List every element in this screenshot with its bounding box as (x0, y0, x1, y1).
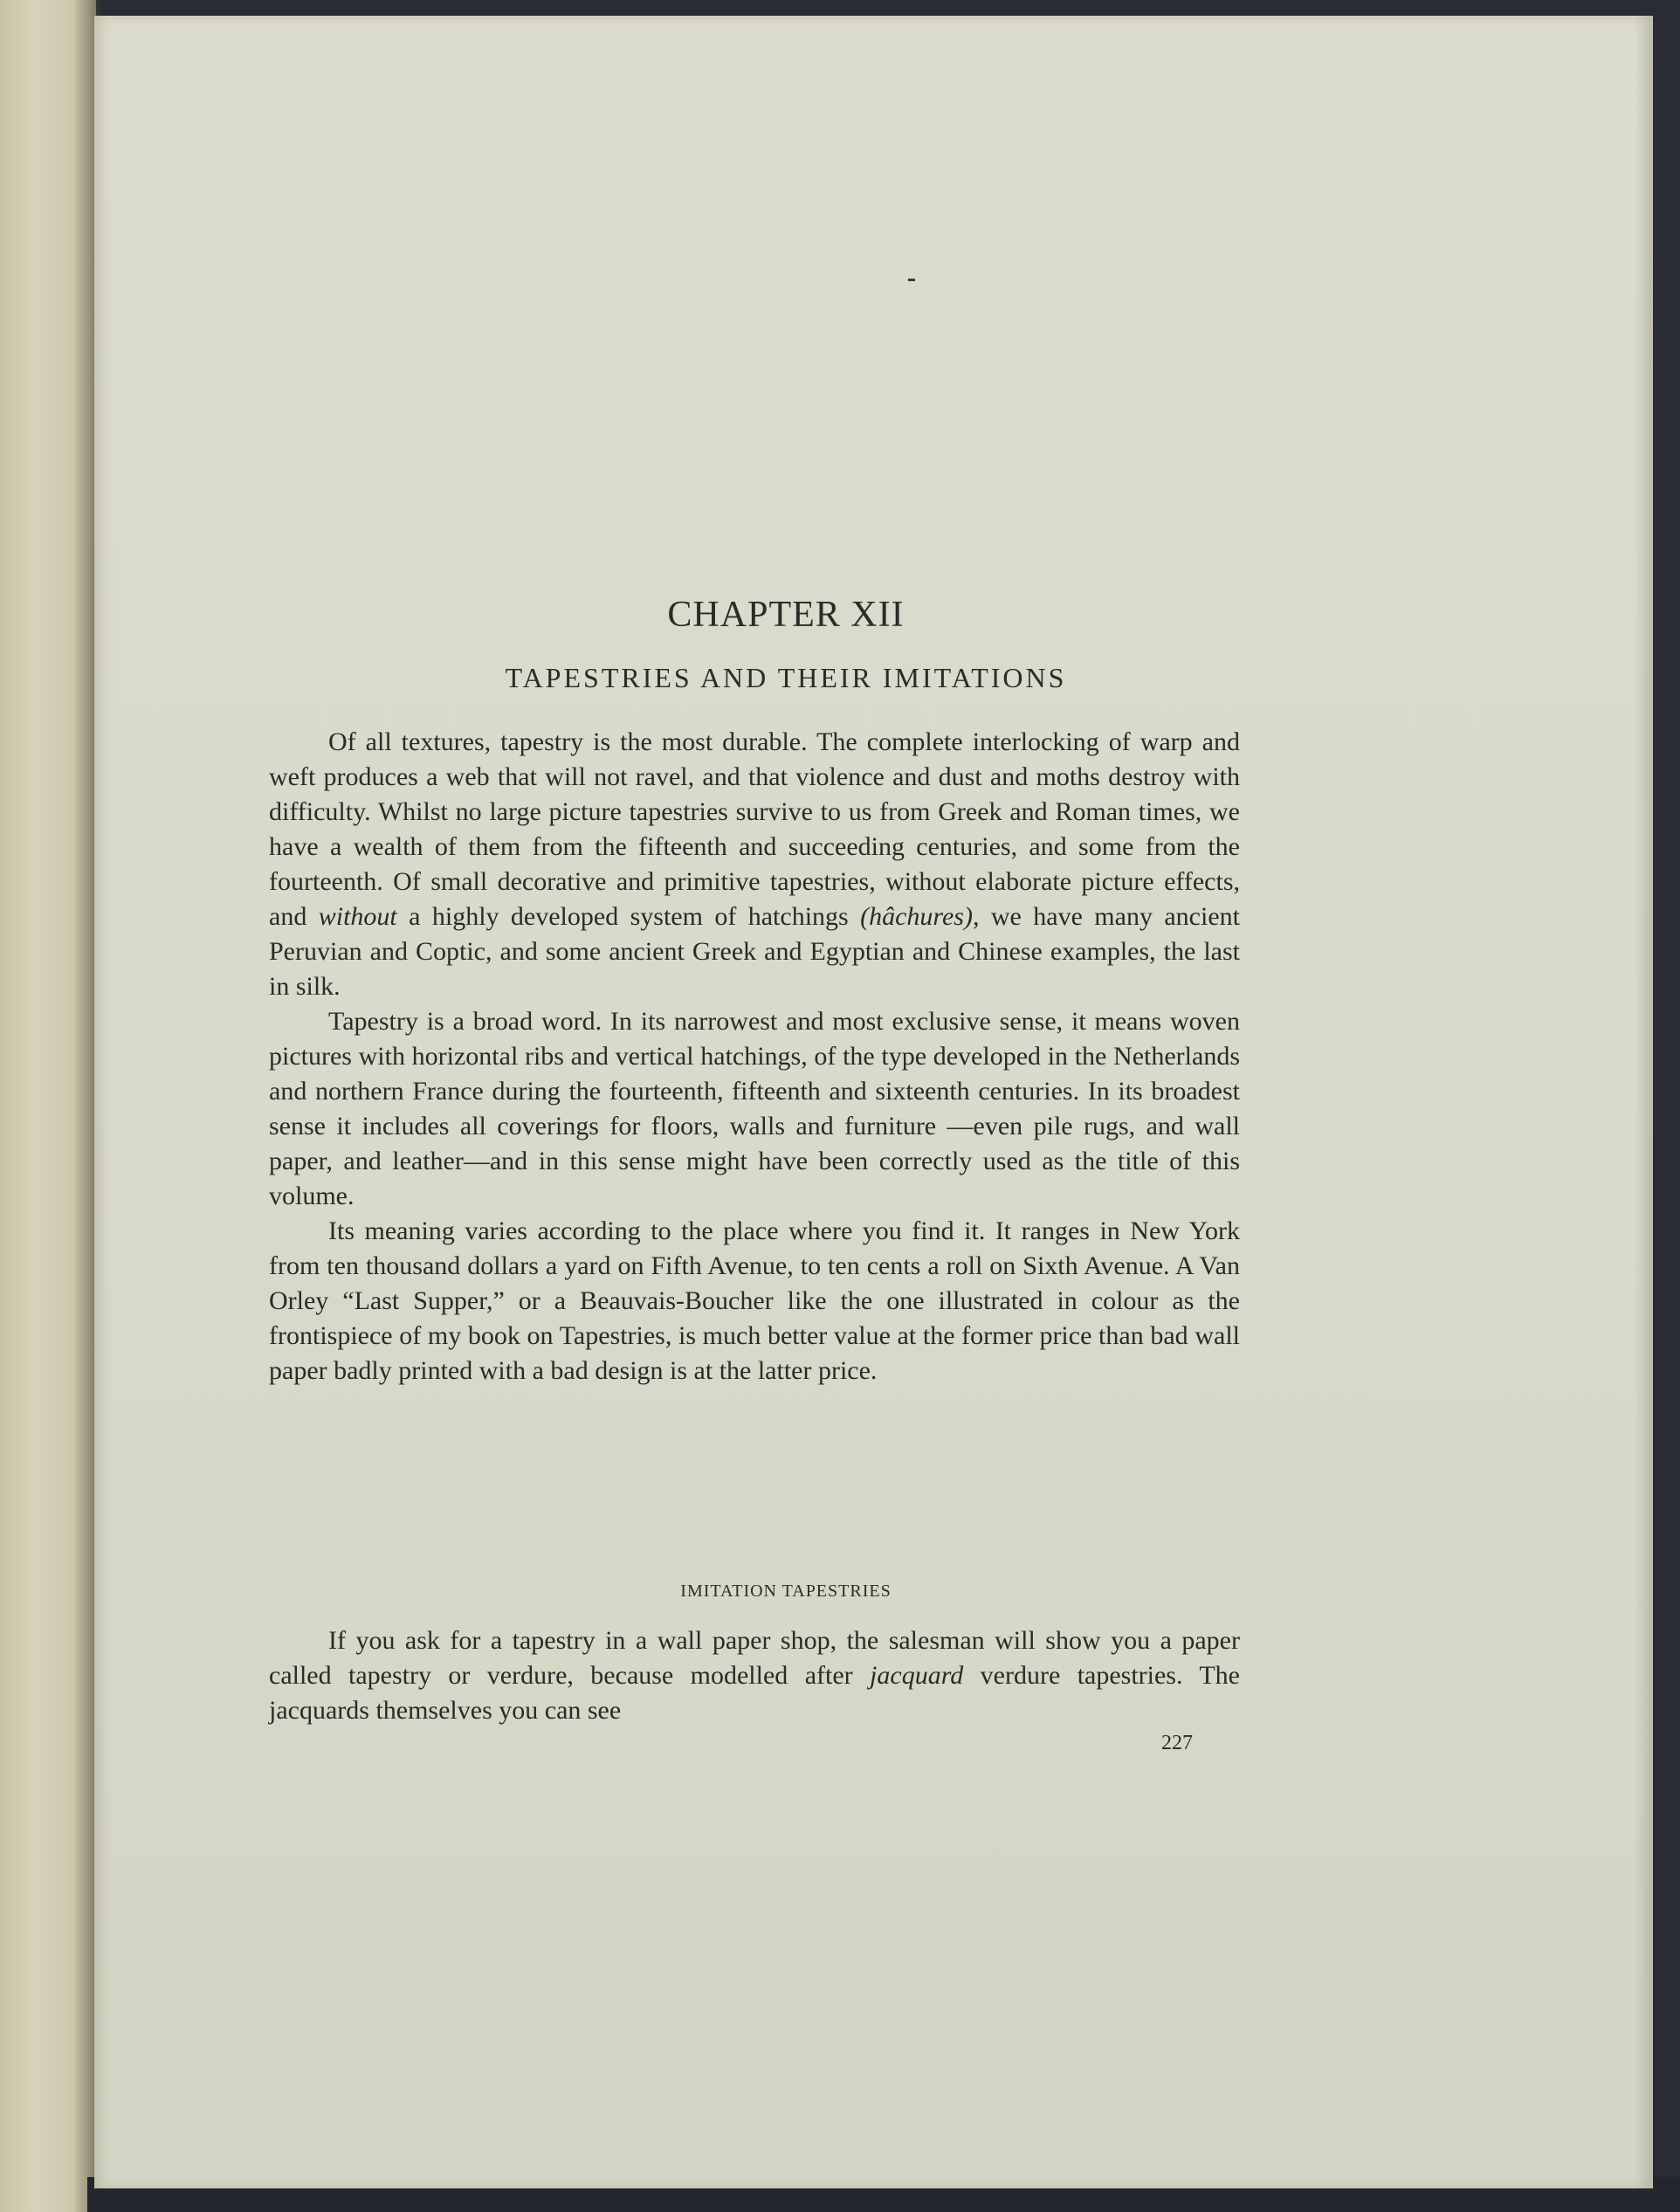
paragraph (269, 1623, 1240, 1728)
chapter-title: TAPESTRIES AND THEIR IMITATIONS (505, 662, 1067, 693)
section-body (269, 1623, 1240, 1728)
italic-text: without (318, 902, 397, 931)
page-number: 227 (1161, 1732, 1193, 1754)
italic-text: jacquard (870, 1661, 964, 1690)
paragraph-text: Its meaning varies according to the place where you find it. It ranges in New York from ten thousand dollars a yard on Fifth Avenue, to ten cents a roll on Sixth Avenue. A Van Orley “Last Supper,” or a Beauvais-Boucher like the one illustrated in colour as the frontispiece of my book on Tapestries, is much better value at the former price than bad wall paper badly printed with a bad design is at the latter price. (269, 1216, 1240, 1385)
paragraph-text: a highly developed system of hatchings (396, 902, 861, 931)
page-edge (1635, 16, 1650, 2188)
paper-speck (908, 279, 915, 281)
paragraph (269, 1004, 1240, 1214)
paragraph-text: Tapestry is a broad word. In its narrowest and most exclusive sense, it means woven pictures with horizontal ribs and vertical hatchings, of the type developed in the Netherlands and northern France during the fourteenth, fifteenth and sixteenth centuries. In its broadest sense it includes all coverings for floors, walls and furniture —even pile rugs, and wall paper, and leather—and in this sense might have been correctly used as the title of this volume. (269, 1007, 1240, 1210)
italic-text: (hâchures), (860, 902, 980, 931)
paragraph-text: we have many ancient Peruvian and Coptic, and some ancient Greek and Egyptian and Chinese examples, the last in silk. (269, 902, 1240, 1001)
paragraph-text: verdure tapestries. The jacquards themselves you can see (269, 1661, 1240, 1725)
paragraph-text: If you ask for a tapestry in a wall paper shop, the salesman will show you a paper called tapestry or verdure, because modelled after (269, 1626, 1240, 1690)
paragraph (269, 1214, 1240, 1389)
section-heading: IMITATION TAPESTRIES (680, 1581, 892, 1601)
paragraph-text: Of all textures, tapestry is the most durable. The complete interlocking of warp and weft produces a web that will not ravel, and that violence and dust and moths destroy with difficulty. Whilst no large picture tapestries survive to us from Greek and Roman times, we have a wealth of them from the fifteenth and succeeding centuries, and some from the fourteenth. Of small decorative and primitive tapestries, without elaborate picture effects, and (269, 727, 1240, 931)
chapter-body (269, 725, 1240, 1389)
chapter-number: CHAPTER XII (667, 595, 905, 635)
book-page (94, 16, 1653, 2188)
paragraph (269, 725, 1240, 1004)
